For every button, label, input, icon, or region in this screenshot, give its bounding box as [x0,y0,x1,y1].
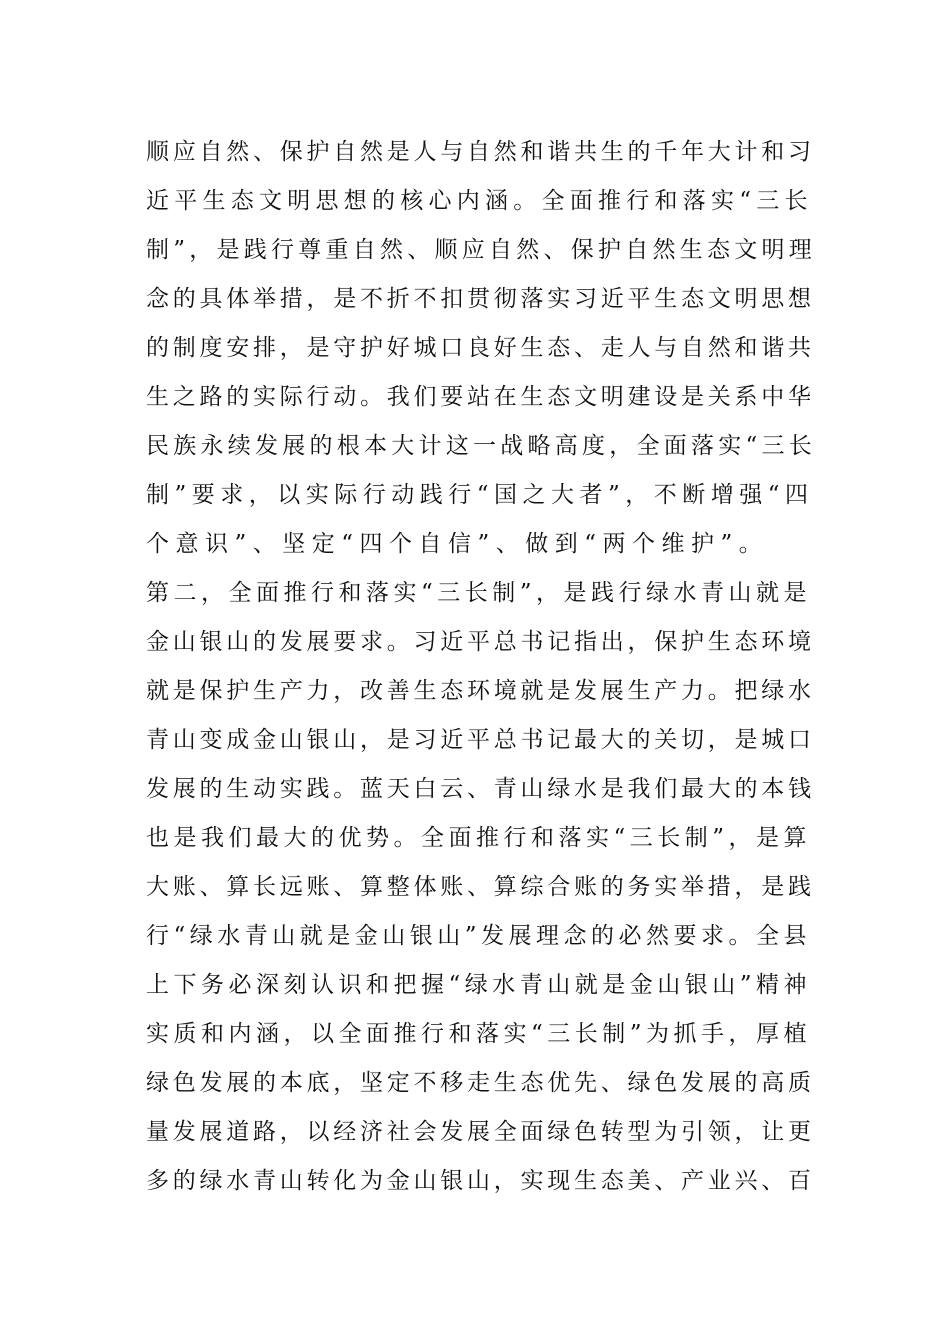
text-line-20: 绿色发展的本底，坚定不移走生态优先、绿色发展的高质 [146,1070,815,1096]
text-line-18: 上下务必深刻认识和把握“绿水青山就是金山银山”精神 [146,972,812,998]
text-line-14: 发展的生动实践。蓝天白云、青山绿水是我们最大的本钱 [146,776,815,802]
text-line-7: 民族永续发展的根本大计这一战略高度，全面落实“三长 [146,433,817,459]
text-line-22: 多的绿水青山转化为金山银山，实现生态美、产业兴、百 [146,1168,815,1194]
text-line-9: 个意识”、坚定“四个自信”、做到“两个维护”。 [146,531,769,557]
text-line-17: 行“绿水青山就是金山银山”发展理念的必然要求。全县 [146,923,812,949]
text-line-13: 青山变成金山银山，是习近平总书记最大的关切，是城口 [146,727,815,753]
text-line-12: 就是保护生产力，改善生态环境就是发展生产力。把绿水 [146,678,815,704]
text-line-1: 顺应自然、保护自然是人与自然和谐共生的千年大计和习 [146,139,815,165]
text-line-10: 第二，全面推行和落实“三长制”，是践行绿水青山就是 [146,580,812,606]
text-line-15: 也是我们最大的优势。全面推行和落实“三长制”，是算 [146,825,812,851]
text-line-4: 念的具体举措，是不折不扣贯彻落实习近平生态文明思想 [146,286,815,312]
text-line-11: 金山银山的发展要求。习近平总书记指出，保护生态环境 [146,629,815,655]
text-line-21: 量发展道路，以经济社会发展全面绿色转型为引领，让更 [146,1119,815,1145]
text-line-2: 近平生态文明思想的核心内涵。全面推行和落实“三长 [146,188,813,214]
text-line-8: 制”要求，以实际行动践行“国之大者”，不断增强“四 [146,482,814,508]
text-line-16: 大账、算长远账、算整体账、算综合账的务实举措，是践 [146,874,815,900]
text-line-19: 实质和内涵，以全面推行和落实“三长制”为抓手，厚植 [146,1021,812,1047]
text-line-3: 制”，是践行尊重自然、顺应自然、保护自然生态文明理 [146,237,817,263]
text-line-6: 生之路的实际行动。我们要站在生态文明建设是关系中华 [146,384,815,410]
body-text [146,128,816,1206]
text-line-5: 的制度安排，是守护好城口良好生态、走人与自然和谐共 [146,335,815,361]
